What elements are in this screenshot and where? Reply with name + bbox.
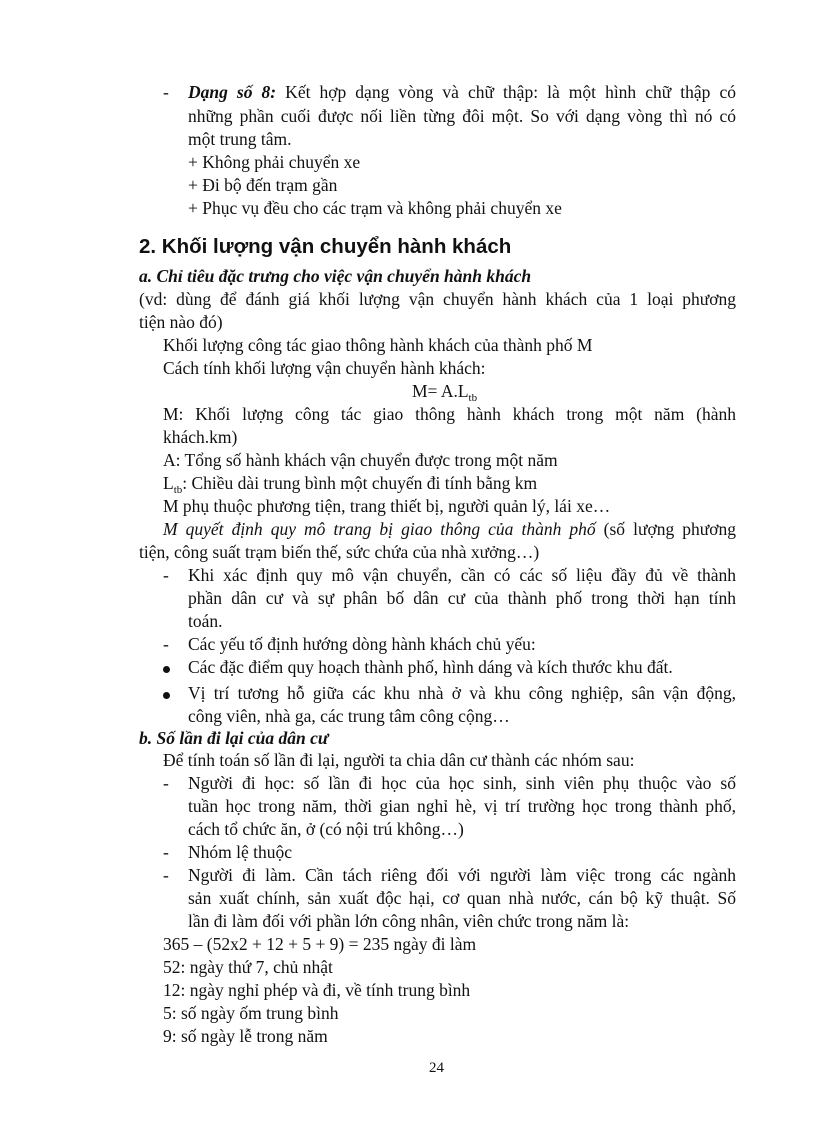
formula-subscript: tb: [468, 392, 478, 404]
ltb-letter: L: [163, 473, 174, 493]
page-number: 24: [429, 1060, 444, 1076]
bullet-item-1: Các đặc điểm quy hoạch thành phố, hình dáng và kích thước khu đất.: [188, 657, 673, 677]
list-dash: -: [163, 842, 169, 862]
m-decides-italic: M quyết định quy mô trang bị giao thông của thành phố: [163, 519, 596, 539]
b-item-3-line-3: lần đi làm đối với phần lớn công nhân, viên chức trong năm là:: [188, 911, 630, 931]
bullet-dot: [163, 682, 170, 706]
bullet-dot: [163, 656, 170, 680]
plus-item-1: + Không phải chuyển xe: [188, 152, 361, 172]
dash-item-1-line-1: Khi xác định quy mô vận chuyển, cần có các số liệu đầy đủ về thành: [188, 565, 736, 585]
plus-item-3: + Phục vụ đều cho các trạm và không phải chuyển xe: [188, 198, 562, 218]
b-item-1-line-2: tuần học trong năm, thời gian nghỉ hè, vị trí trường học trong thành phố,: [188, 796, 736, 816]
list-dash: -: [163, 865, 169, 885]
dang8-line-1: [188, 81, 736, 105]
part-a-title: a. Chỉ tiêu đặc trưng cho việc vận chuyển hành khách: [139, 266, 532, 286]
m-decides-line-1: [163, 518, 736, 542]
m-decides-rest: (số lượng phương: [595, 519, 736, 539]
note-9: 9: số ngày lễ trong năm: [163, 1026, 328, 1046]
dang8-line-2: những phần cuối được nối liền từng đôi một. So với dạng vòng thì nó có: [188, 106, 736, 126]
bullet-icon: [163, 666, 170, 673]
ltb-text: : Chiều dài trung bình một chuyến đi tính bằng km: [182, 473, 538, 493]
formula-main: M= A.L: [412, 381, 469, 401]
dang8-line-3: một trung tâm.: [188, 129, 292, 149]
calc-line: 365 – (52x2 + 12 + 5 + 9) = 235 ngày đi làm: [163, 934, 477, 954]
part-b-title: b. Số lần đi lại của dân cư: [139, 728, 329, 748]
m-depends-line: M phụ thuộc phương tiện, trang thiết bị, người quản lý, lái xe…: [163, 496, 611, 516]
list-dash: -: [163, 634, 169, 654]
note-5: 5: số ngày ốm trung bình: [163, 1003, 339, 1023]
dash-item-1-line-3: toán.: [188, 611, 223, 631]
ltb-subscript: tb: [173, 484, 183, 496]
plus-item-2: + Đi bộ đến trạm gần: [188, 175, 338, 195]
list-dash: -: [163, 773, 169, 793]
a-def-line: A: Tổng số hành khách vận chuyển được trong một năm: [163, 450, 558, 470]
section-heading: 2. Khối lượng vận chuyển hành khách: [139, 235, 512, 258]
cach-tinh-line: Cách tính khối lượng vận chuyển hành khách:: [163, 358, 486, 378]
b-item-3-line-1: Người đi làm. Cần tách riêng đối với người làm việc trong các ngành: [188, 865, 736, 885]
b-item-3-line-2: sản xuất chính, sản xuất độc hại, cơ quan nhà nước, cán bộ kỹ thuật. Số: [188, 888, 736, 908]
list-dash: -: [163, 565, 169, 585]
dash-item-1-line-2: phần dân cư và sự phân bố dân cư của thành phố trong thời hạn tính: [188, 588, 736, 608]
ltb-def-line: [163, 472, 537, 496]
dang8-text: Kết hợp dạng vòng và chữ thập: là một hình chữ thập có: [276, 82, 736, 102]
b-item-1-line-3: cách tổ chức ăn, ở (có nội trú không…): [188, 819, 464, 839]
part-b-intro: Để tính toán số lần đi lại, người ta chia dân cư thành các nhóm sau:: [163, 750, 635, 770]
dang8-label: Dạng số 8:: [188, 82, 277, 102]
khoi-luong-line: Khối lượng công tác giao thông hành khách của thành phố M: [163, 335, 593, 355]
list-dash: -: [163, 82, 169, 102]
note-12: 12: ngày nghỉ phép và đi, về tính trung bình: [163, 980, 471, 1000]
m-def-line-2: khách.km): [163, 427, 238, 447]
bullet-icon: [163, 692, 170, 699]
m-def-line-1: M: Khối lượng công tác giao thông hành khách trong một năm (hành: [163, 404, 736, 424]
dash-item-2: Các yếu tố định hướng dòng hành khách chủ yếu:: [188, 634, 536, 654]
vd-line-1: (vd: dùng để đánh giá khối lượng vận chuyển hành khách của 1 loại phương: [139, 289, 736, 309]
note-52: 52: ngày thứ 7, chủ nhật: [163, 957, 333, 977]
m-decides-line-2: tiện, công suất trạm biến thế, sức chứa của nhà xưởng…): [139, 542, 540, 562]
bullet-item-2-line-2: công viên, nhà ga, các trung tâm công cộng…: [188, 706, 510, 726]
bullet-item-2-line-1: Vị trí tương hỗ giữa các khu nhà ở và khu công nghiệp, sân vận động,: [188, 683, 736, 703]
b-item-2: Nhóm lệ thuộc: [188, 842, 293, 862]
formula: [412, 380, 477, 404]
b-item-1-line-1: Người đi học: số lần đi học của học sinh, sinh viên phụ thuộc vào số: [188, 773, 736, 793]
vd-line-2: tiện nào đó): [139, 312, 223, 332]
